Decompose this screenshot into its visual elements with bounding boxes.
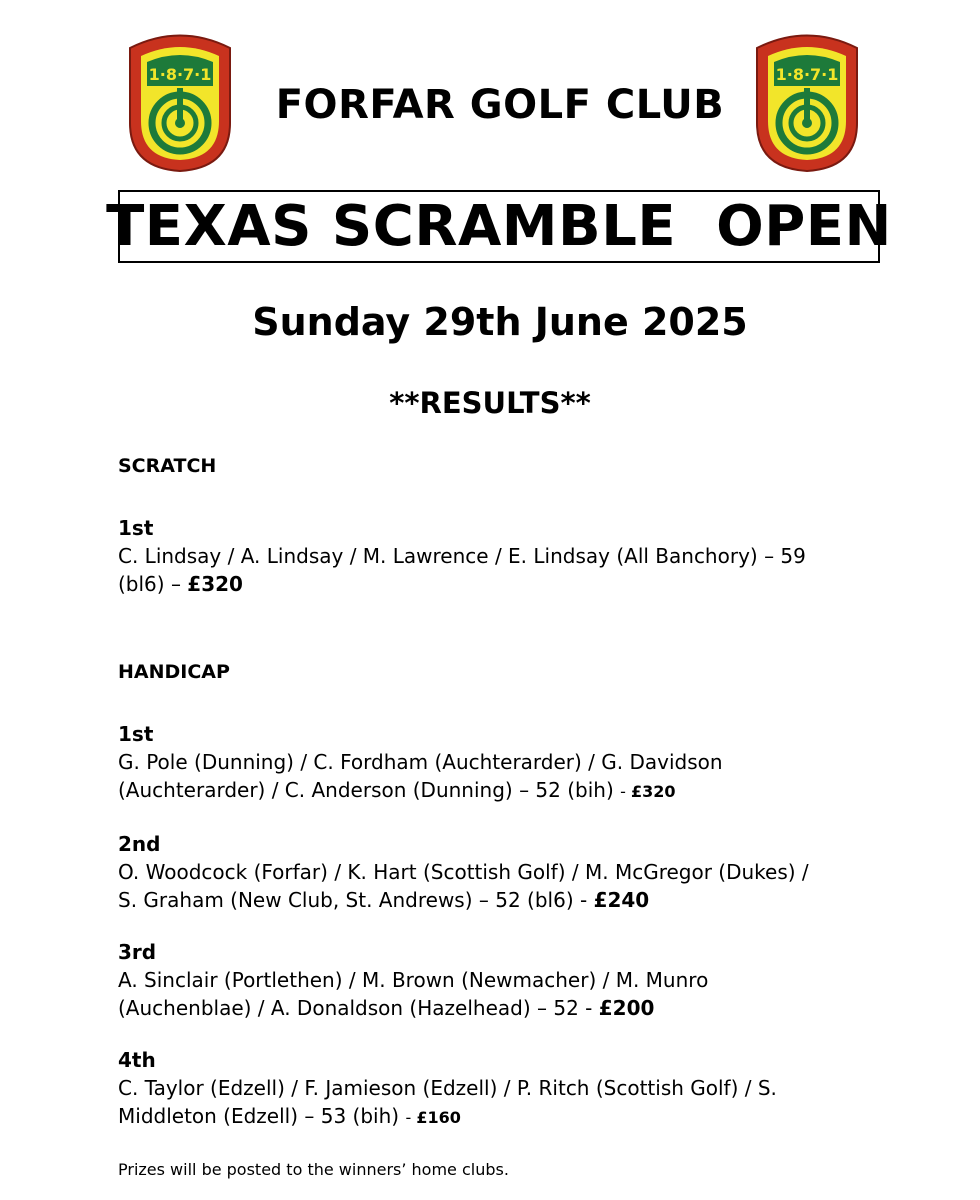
handicap-entry-3-text: (Auchenblae) / A. Donaldson (Hazelhead) – 52 - (118, 996, 599, 1020)
handicap-entry-4-line2 (118, 1102, 848, 1132)
handicap-entry-2-text: S. Graham (New Club, St. Andrews) – 52 (bl6) - (118, 888, 594, 912)
scratch-prize: £320 (187, 572, 243, 596)
club-crest-left (125, 28, 235, 173)
handicap-entry-1-line2 (118, 776, 848, 806)
club-name: FORFAR GOLF CLUB (275, 82, 725, 128)
crest-icon (752, 28, 862, 173)
handicap-prize-1: £320 (631, 782, 676, 801)
handicap-prize-2: £240 (593, 888, 650, 912)
handicap-entry-1-line1: G. Pole (Dunning) / C. Fordham (Auchterarder) / G. Davidson (118, 750, 723, 774)
scratch-entry (118, 542, 848, 598)
handicap-prize-3: £200 (598, 996, 655, 1020)
handicap-place-4: 4th (118, 1048, 156, 1072)
handicap-entry-3-line2 (118, 994, 848, 1022)
event-title-box (106, 190, 892, 263)
handicap-entry-3-line1: A. Sinclair (Portlethen) / M. Brown (Newmacher) / M. Munro (118, 968, 709, 992)
footer-note: Prizes will be posted to the winners’ home clubs. (118, 1160, 509, 1179)
handicap-entry-4-line1: C. Taylor (Edzell) / F. Jamieson (Edzell) / P. Ritch (Scottish Golf) / S. (118, 1076, 777, 1100)
svg-text:1·8·7·1: 1·8·7·1 (148, 65, 212, 84)
handicap-entry-1-sep: - (620, 782, 631, 801)
handicap-entry-2-line2 (118, 886, 848, 914)
handicap-place-2: 2nd (118, 832, 161, 856)
event-title: TEXAS SCRAMBLE OPEN (106, 194, 892, 259)
results-content (118, 452, 848, 1182)
svg-text:1·8·7·1: 1·8·7·1 (775, 65, 839, 84)
crest-icon (125, 28, 235, 173)
handicap-place-1: 1st (118, 722, 154, 746)
scratch-entry-text: C. Lindsay / A. Lindsay / M. Lawrence / E. Lindsay (All Banchory) – 59 (bl6) – (118, 544, 806, 596)
handicap-entry-4-text: Middleton (Edzell) – 53 (bih) (118, 1104, 406, 1128)
handicap-place-3: 3rd (118, 940, 157, 964)
handicap-entry-2-line1: O. Woodcock (Forfar) / K. Hart (Scottish Golf) / M. McGregor (Dukes) / (118, 860, 809, 884)
event-date: Sunday 29th June 2025 (252, 300, 748, 344)
handicap-entry-4-sep: - (405, 1108, 417, 1127)
handicap-entry-1-text: (Auchterarder) / C. Anderson (Dunning) – 52 (bih) (118, 778, 621, 802)
handicap-heading: HANDICAP (118, 661, 230, 683)
handicap-prize-4: £160 (416, 1108, 461, 1127)
scratch-heading: SCRATCH (118, 455, 217, 477)
scratch-place: 1st (118, 516, 154, 540)
results-heading: **RESULTS** (389, 386, 591, 420)
club-crest-right (752, 28, 862, 173)
